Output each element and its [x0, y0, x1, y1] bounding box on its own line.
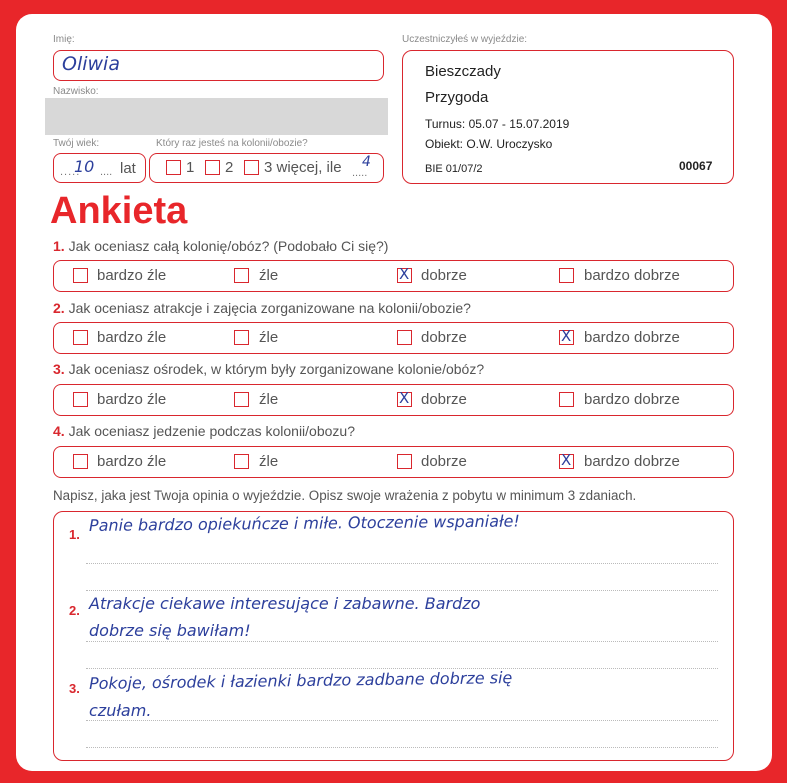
age-unit: lat: [120, 160, 136, 177]
q4-checkbox-bardzo-dobrze[interactable]: [559, 451, 574, 469]
q4-option-label: dobrze: [421, 453, 467, 470]
times-checkbox-1[interactable]: [166, 160, 181, 175]
trip-turnus: Turnus: 05.07 - 15.07.2019: [425, 117, 570, 131]
answer-2-line-1: Atrakcje ciekawe interesujące i zabawne. Bardzo: [89, 594, 481, 613]
q1-check-mark: X: [399, 265, 410, 283]
trip-info-box: [402, 50, 734, 184]
q3-checkbox-dobrze[interactable]: [397, 389, 412, 407]
q1-option-label: bardzo dobrze: [584, 267, 680, 284]
age-field[interactable]: [53, 153, 146, 183]
times-value: 4: [362, 154, 371, 170]
q3-check-mark: X: [399, 389, 410, 407]
q4-checkbox-dobrze[interactable]: [397, 454, 412, 469]
q2-checkbox-zle[interactable]: [234, 330, 249, 345]
q1-option-label: bardzo źle: [97, 267, 167, 284]
q1-checkbox-dobrze[interactable]: [397, 265, 412, 283]
ruled-line: [86, 747, 718, 748]
q4-checkbox-zle[interactable]: [234, 454, 249, 469]
times-checkbox-3[interactable]: [244, 160, 259, 175]
q1-option-label: dobrze: [421, 267, 467, 284]
trip-obiekt: Obiekt: O.W. Uroczysko: [425, 137, 553, 151]
opinion-prompt: Napisz, jaka jest Twoja opinia o wyjeździe. Opisz swoje wrażenia z pobytu w minimum 3 zdaniach.: [53, 488, 637, 503]
q3-option-label: bardzo źle: [97, 391, 167, 408]
trip-region: Bieszczady: [425, 63, 501, 80]
times-dots: .....: [352, 167, 368, 179]
q2-option-label: bardzo dobrze: [584, 329, 680, 346]
q3-checkbox-zle[interactable]: [234, 392, 249, 407]
q4-option-label: bardzo źle: [97, 453, 167, 470]
times-option-2: 2: [225, 159, 234, 176]
name-label: Imię:: [53, 34, 75, 45]
trip-program: Przygoda: [425, 89, 489, 106]
q3-checkbox-bardzo-zle[interactable]: [73, 392, 88, 407]
q3-checkbox-bardzo-dobrze[interactable]: [559, 392, 574, 407]
q2-checkbox-bardzo-dobrze[interactable]: [559, 327, 574, 345]
answer-2-number: 2.: [69, 603, 80, 618]
answer-2-line-2: dobrze się bawiłam!: [89, 621, 251, 640]
name-field[interactable]: [53, 50, 384, 81]
q2-option-label: dobrze: [421, 329, 467, 346]
q4-check-mark: X: [561, 451, 572, 469]
times-option-3: 3 więcej, ile: [264, 159, 342, 176]
question-2-options: [53, 322, 734, 354]
times-label: Który raz jesteś na kolonii/obozie?: [156, 138, 308, 149]
ruled-line: [86, 641, 718, 642]
q3-option-label: bardzo dobrze: [584, 391, 680, 408]
q4-option-label: bardzo dobrze: [584, 453, 680, 470]
name-value: Oliwia: [62, 53, 120, 75]
age-value: 10: [74, 157, 95, 176]
q4-checkbox-bardzo-zle[interactable]: [73, 454, 88, 469]
surname-redacted: [45, 98, 388, 135]
question-3-options: [53, 384, 734, 416]
q1-checkbox-bardzo-zle[interactable]: [73, 268, 88, 283]
answer-1-line-1: Panie bardzo opiekuńcze i miłe. Otoczenie wspaniałe!: [88, 511, 520, 535]
question-3: 3. Jak oceniasz ośrodek, w którym były zorganizowane kolonie/obóz?: [53, 361, 485, 377]
q2-check-mark: X: [561, 327, 572, 345]
ruled-line: [86, 720, 718, 721]
surname-label: Nazwisko:: [53, 86, 99, 97]
q3-option-label: źle: [259, 391, 279, 408]
times-field: [149, 153, 384, 183]
trip-number: 00067: [679, 159, 713, 173]
question-1-options: [53, 260, 734, 292]
q2-checkbox-bardzo-zle[interactable]: [73, 330, 88, 345]
age-dots-2: ....: [100, 166, 113, 178]
q3-option-label: dobrze: [421, 391, 467, 408]
q1-checkbox-zle[interactable]: [234, 268, 249, 283]
question-4-options: [53, 446, 734, 478]
age-dots: .....: [60, 166, 81, 178]
times-checkbox-2[interactable]: [205, 160, 220, 175]
times-option-1: 1: [186, 159, 195, 176]
trip-code: BIE 01/07/2: [425, 163, 483, 175]
survey-title: Ankieta: [50, 190, 188, 232]
trip-label: Uczestniczyłeś w wyjeździe:: [402, 34, 528, 45]
question-4: 4. Jak oceniasz jedzenie podczas kolonii/obozu?: [53, 423, 355, 439]
age-label: Twój wiek:: [53, 138, 100, 149]
question-1: 1. Jak oceniasz całą kolonię/obóz? (Podobało Ci się?): [53, 238, 389, 254]
survey-form: [16, 14, 772, 771]
q2-option-label: bardzo źle: [97, 329, 167, 346]
answer-3-line-2: czułam.: [89, 701, 152, 720]
q4-option-label: źle: [259, 453, 279, 470]
q2-checkbox-dobrze[interactable]: [397, 330, 412, 345]
q1-option-label: źle: [259, 267, 279, 284]
answer-3-line-1: Pokoje, ośrodek i łazienki bardzo zadbane dobrze się: [88, 668, 513, 693]
answer-1-number: 1.: [69, 527, 80, 542]
answer-3-number: 3.: [69, 681, 80, 696]
q1-checkbox-bardzo-dobrze[interactable]: [559, 268, 574, 283]
q2-option-label: źle: [259, 329, 279, 346]
ruled-line: [86, 590, 718, 591]
question-2: 2. Jak oceniasz atrakcje i zajęcia zorganizowane na kolonii/obozie?: [53, 300, 471, 316]
ruled-line: [86, 563, 718, 564]
